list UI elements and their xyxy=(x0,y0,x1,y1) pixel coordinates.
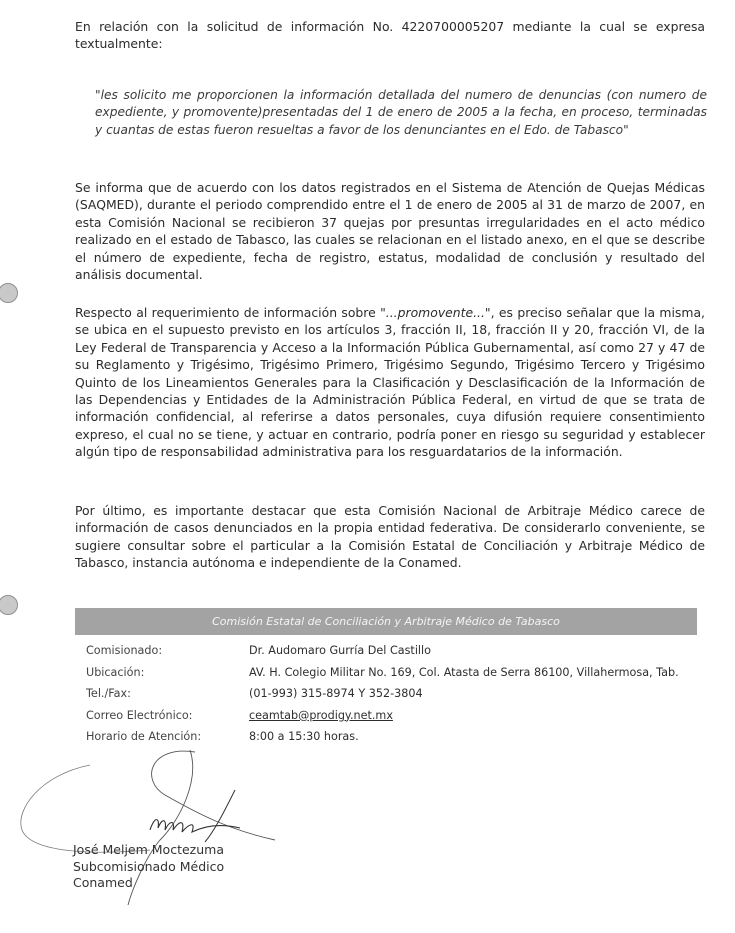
intro-paragraph: En relación con la solicitud de información No. 4220700005207 mediante la cual se expresa textualmente: xyxy=(75,19,705,52)
paragraph-prefix: Respecto al requerimiento de información sobre xyxy=(75,305,381,320)
contact-value: 8:00 a 15:30 horas. xyxy=(249,730,359,744)
contact-value: (01-993) 315-8974 Y 352-3804 xyxy=(249,687,423,701)
signer-position: Subcomisionado Médico xyxy=(73,858,225,874)
contact-label: Comisionado: xyxy=(86,644,163,658)
contact-label: Correo Electrónico: xyxy=(86,708,193,722)
punch-hole-bottom xyxy=(0,595,18,615)
signer-name: José Meljem Moctezuma xyxy=(73,842,224,857)
contact-value: Dr. Audomaro Gurría Del Castillo xyxy=(249,644,431,658)
contact-row-commissioner xyxy=(86,640,706,662)
contact-label: Horario de Atención: xyxy=(86,730,202,744)
contact-row-phone xyxy=(86,683,706,705)
email-link[interactable]: ceamtab@prodigy.net.mx xyxy=(249,708,393,722)
promovente-emphasis: "...promovente..." xyxy=(380,305,491,320)
signer-organization: Conamed xyxy=(73,875,133,890)
signature-block xyxy=(73,842,224,892)
quoted-request: "les solicito me proporcionen la información detallada del numero de denuncias (con numero de expediente, y promovente)presentadas del 1 de enero de 2005 a la fecha, en proceso, terminadas y cuantas de estas fueron resueltas a favor de los denunciantes en el Edo. de Tabasco" xyxy=(95,88,707,137)
handwritten-signature-icon xyxy=(0,740,300,933)
contact-card-title: Comisión Estatal de Conciliación y Arbitraje Médico de Tabasco xyxy=(75,608,697,635)
closing-paragraph: Por último, es importante destacar que esta Comisión Nacional de Arbitraje Médico carece de información de casos denunciados en la propia entidad federativa. De considerarlo conveniente, se sugiere consultar sobre el particular a la Comisión Estatal de Conciliación y Arbitraje Médico de Tabasco, instancia autónoma e independiente de la Conamed. xyxy=(75,503,705,571)
contact-label: Ubicación: xyxy=(86,665,145,679)
contact-row-location xyxy=(86,662,706,684)
paragraph-rest: , es preciso señalar que la misma, se ubica en el supuesto previsto en los artículos 3, fracción II, 18, fracción II y 20, fracción VI, de la Ley Federal de Transparencia y Acceso a la Información Pública Gubernamental, así como 27 y 47 de su Reglamento y Trigésimo, Trigésimo Primero, Trigésimo Segundo, Trigésimo Tercero y Trigésimo Quinto de los Lineamientos Generales para la Clasificación y Desclasificación de la Información de las Dependencias y Entidades de la Administración Pública Federal, en virtud de que se trata de información confidencial, al referirse a datos personales, cuya difusión requiere consentimiento expreso, el cual no se tiene, y actuar en contrario, podría poner en riesgo su seguridad y establecer algún tipo de responsabilidad administrativa para los resguardatarios de la información. xyxy=(75,305,705,460)
contact-row-email xyxy=(86,705,706,727)
confidentiality-paragraph xyxy=(75,304,705,461)
punch-hole-top xyxy=(0,283,18,303)
contact-value: AV. H. Colegio Militar No. 169, Col. Atasta de Serra 86100, Villahermosa, Tab. xyxy=(249,665,679,679)
contact-label: Tel./Fax: xyxy=(86,687,131,701)
response-paragraph: Se informa que de acuerdo con los datos registrados en el Sistema de Atención de Quejas Médicas (SAQMED), durante el periodo comprendido entre el 1 de enero de 2005 al 31 de marzo de 2007, en esta Comisión Nacional se recibieron 37 quejas por presuntas irregularidades en el acto médico realizado en el estado de Tabasco, las cuales se relacionan en el listado anexo, en el que se describe el número de expediente, fecha de registro, estatus, modalidad de conclusión y resultado del análisis documental. xyxy=(75,180,705,283)
contact-card xyxy=(86,640,706,748)
